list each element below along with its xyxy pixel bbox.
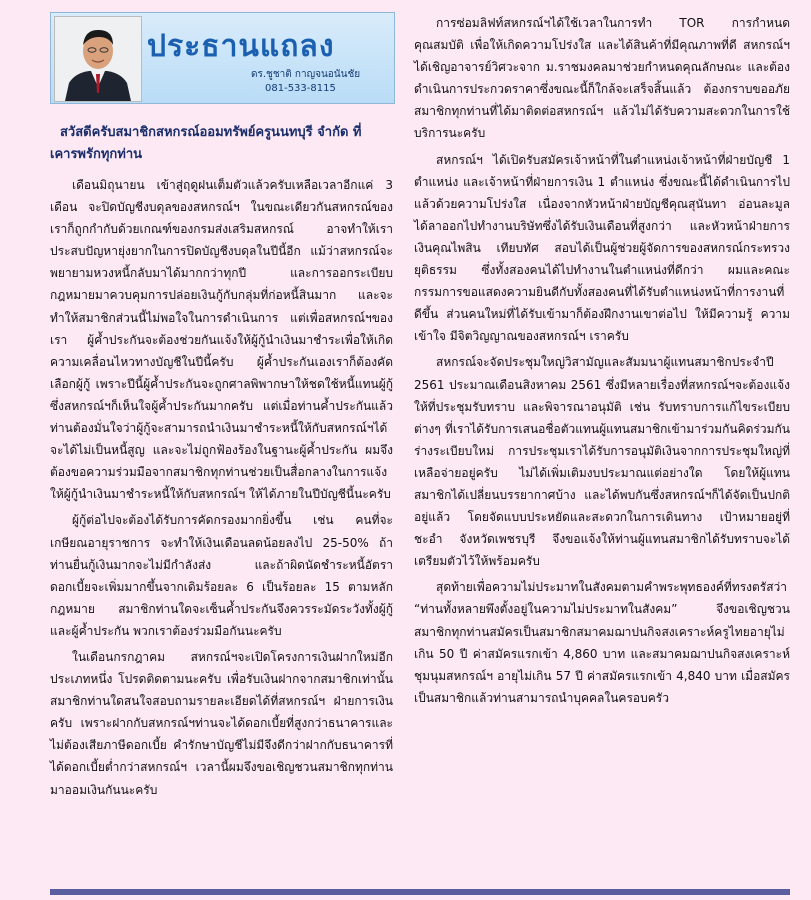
author-phone: 081-533-8115	[265, 83, 336, 94]
greeting-heading: สวัสดีครับสมาชิกสหกรณ์ออมทรัพย์ครูนนทบุรี จำกัด ที่เคารพรักทุกท่าน	[50, 125, 362, 162]
portrait-photo	[54, 16, 142, 102]
author-name: ดร.ชูชาติ กาญจนอนันชัย	[251, 69, 361, 80]
paragraph: การซ่อมลิฟท์สหกรณ์ฯได้ใช้เวลาในการทำ TOR การกำหนดคุณสมบัติ เพื่อให้เกิดความโปร่งใส และได้สินค้าที่มีคุณภาพที่ดี สหกรณ์ฯได้เชิญอาจารย์วิศวะจาก ม.ราชมงคลมาช่วยกำหนดคุณลักษณะ และต้องดำเนินการประกวดราคาซึ่งขณะนี้ก็ใกล้จะเสร็จสิ้นแล้ว ต้องกราบขออภัยสมาชิกทุกท่านที่ได้มาติดต่อสหกรณ์ฯ แล้วไม่ได้รับความสะดวกในการใช้บริการนะครับ	[414, 16, 790, 141]
paragraph: เดือนมิถุนายน เข้าสู่ฤดูฝนเต็มตัวแล้วครับเหลือเวลาอีกแค่ 3 เดือน จะปิดบัญชีงบดุลของสหกรณ์ฯ ในขณะเดียวกันสหกรณ์ของเราก็ถูกกำกับด้วยเกณฑ์ของกรมส่งเสริมสหกรณ์ อาจทำให้เราประสบปัญหายุ่งยากในการปิดบัญชีงบดุลในปีนี้อีก แม้ว่าสหกรณ์จะพยายามหวงหนี้กลับมาได้มากกว่าทุกปี และการออกระเบียบกฎหมายมาควบคุมการปล่อยเงินกู้กับกลุ่มที่ก่อหนี้สินมาก และจะทำให้สมาชิกส่วนนี้ไม่พอใจในการดำเนินการ แต่เพื่อสหกรณ์ฯของเรา ผู้ค้ำประกันจะต้องช่วยกันแจ้งให้ผู้กู้นำเงินมาชำระเพื่อให้เกิดความเคลื่อนไหวทางบัญชีในปีนี้ครับ ผู้ค้ำประกันเองเราก็ต้องคัดเลือกผู้กู้ เพราะปีนี้ผู้ค้ำประกันจะถูกศาลพิพากษาให้ชดใช้หนี้แทนผู้กู้ ซึ่งสหกรณ์ฯก็เห็นใจผู้ค้ำประกันมากครับ แต่เมื่อท่านค้ำประกันแล้วท่านต้องมั่นใจว่าผู้กู้จะสามารถนำเงินมาชำระหนี้ให้กับสหกรณ์ฯได้ จะได้ไม่เป็นหนี้สูญ และจะไม่ถูกฟ้องร้องในฐานะผู้ค้ำประกัน ผมจึงต้องขอความร่วมมือจากสมาชิกทุกท่านช่วยเป็นสื่อกลางในการแจ้งให้ผู้กู้นำเงินมาชำระหนี้ให้กับสหกรณ์ฯ ให้ได้ภายในปีบัญชีนี้นะครับ	[50, 178, 393, 502]
paragraph: สหกรณ์จะจัดประชุมใหญ่วิสามัญและสัมมนาผู้แทนสมาชิกประจำปี 2561 ประมาณเดือนสิงหาคม 2561 ซึ่งมีหลายเรื่องที่สหกรณ์ฯจะต้องแจ้งให้ที่ประชุมรับทราบ และพิจารณาอนุมัติ เช่น รับทราบการแก้ไขระเบียบต่างๆ ที่เราได้รับการเสนอชื่อตัวแทนผู้แทนสมาชิกเข้ามาร่วมกันคิดร่วมกันร่างระเบียบใหม่ การประชุมเราได้รับการอนุมัติเงินจากการประชุมใหญ่ที่เหลือจ่ายอยู่ครับ ไม่ได้เพิ่มเติมงบประมาณแต่อย่างใด โดยให้ผู้แทนสมาชิกได้เปลี่ยนบรรยากาศบ้าง และได้พบกันซึ่งสหกรณ์ฯก็ได้จัดเป็นปกติอยู่แล้ว โดยจัดแบบประหยัดและสะดวกในการเดินทาง เป้าหมายอยู่ที่ชะอำ จังหวัดเพชรบุรี จึงขอแจ้งให้ท่านผู้แทนสมาชิกได้รับทราบจะได้เตรียมตัวไว้ให้พร้อมครับ	[414, 355, 790, 569]
left-body-text	[50, 174, 393, 805]
paragraph: ผู้กู้ต่อไปจะต้องได้รับการคัดกรองมากยิ่งขึ้น เช่น คนที่จะเกษียณอายุราชการ จะทำให้เงินเดือนลดน้อยลงไป 25-50% ถ้าท่านยื่นกู้เงินมากจะไม่มีกำลังส่ง และถ้าผิดนัดชำระหนี้อัตราดอกเบี้ยจะเพิ่มมากขึ้นจากเดิมร้อยละ 6 เป็นร้อยละ 15 ตามหลักกฎหมาย สมาชิกท่านใดจะเซ็นค้ำประกันจึงควรระมัดระวังทั้งผู้กู้ และผู้ค้ำประกัน พวกเราต้องร่วมมือกันนะครับ	[50, 513, 393, 638]
portrait-illustration	[55, 17, 141, 101]
paragraph: สหกรณ์ฯ ได้เปิดรับสมัครเจ้าหน้าที่ในตำแหน่งเจ้าหน้าที่ฝ่ายบัญชี 1 ตำแหน่ง และเจ้าหน้าที่ฝ่ายการเงิน 1 ตำแหน่ง ซึ่งขณะนี้ได้ดำเนินการไปแล้วด้วยความโปร่งใส เนื่องจากหัวหน้าฝ่ายบัญชีคุณสุนันทา อ่อนละมูล ได้ลาออกไปทำงานบริษัทซึ่งได้รับเงินเดือนที่สูงกว่า และหัวหน้าฝ่ายการเงินคุณไพสิน เทียบทัศ สอบได้เป็นผู้ช่วยผู้จัดการของสหกรณ์กระทรวงยุติธรรม ซึ่งทั้งสองคนได้ไปทำงานในตำแหน่งที่ดีกว่า ผมและคณะกรรมการขอแสดงความยินดีกับทั้งสองคนที่ได้รับตำแหน่งหน้าที่การงานที่ดีขึ้น ส่วนคนใหม่ที่ได้รับเข้ามาก็ต้องฝึกงานเขาต่อไป ให้มีความรู้ ความเข้าใจ มีจิตวิญญาณของสหกรณ์ฯ เราครับ	[414, 152, 790, 344]
paragraph: สุดท้ายเพื่อความไม่ประมาทในสังคมตามคำพระพุทธองค์ที่ทรงตรัสว่า “ท่านทั้งหลายพึงตั้งอยู่ในความไม่ประมาทในสังคม” จึงขอเชิญชวนสมาชิกทุกท่านสมัครเป็นสมาชิกสมาคมฌาปนกิจสงเคราะห์ครูไทยอายุไม่เกิน 50 ปี ค่าสมัครแรกเข้า 4,860 บาท และสมาคมฌาปนกิจสงเคราะห์ชุมนุมสหกรณ์ฯ อายุไม่เกิน 57 ปี ค่าสมัครแรกเข้า 4,840 บาท เมื่อสมัครเป็นสมาชิกแล้วท่านสามารถนำบุคคลในครอบครัว	[414, 580, 790, 705]
header-banner	[50, 12, 395, 104]
right-column	[414, 12, 790, 713]
footer-bar	[50, 889, 790, 895]
header-title: ประธานแถลง	[147, 29, 335, 64]
paragraph: ในเดือนกรกฎาคม สหกรณ์ฯจะเปิดโครงการเงินฝากใหม่อีกประเภทหนึ่ง โปรดติดตามนะครับ เพื่อรับเงินฝากจากสมาชิกเท่านั้น สมาชิกท่านใดสนใจสอบถามรายละเอียดได้ที่สหกรณ์ฯ ฝ่ายการเงินครับ เพราะฝากกับสหกรณ์ฯท่านจะได้ดอกเบี้ยที่สูงกว่าธนาคารและไม่ต้องเสียภาษีดอกเบี้ย คำรักษาบัญชีไม่มีจึงดีกว่าฝากกับธนาคารที่ได้ดอกเบี้ยต่ำกว่าสหกรณ์ฯ เวลานี้ผมจึงขอเชิญชวนสมาชิกทุกท่านมาออมเงินกันนะครับ	[50, 649, 393, 797]
